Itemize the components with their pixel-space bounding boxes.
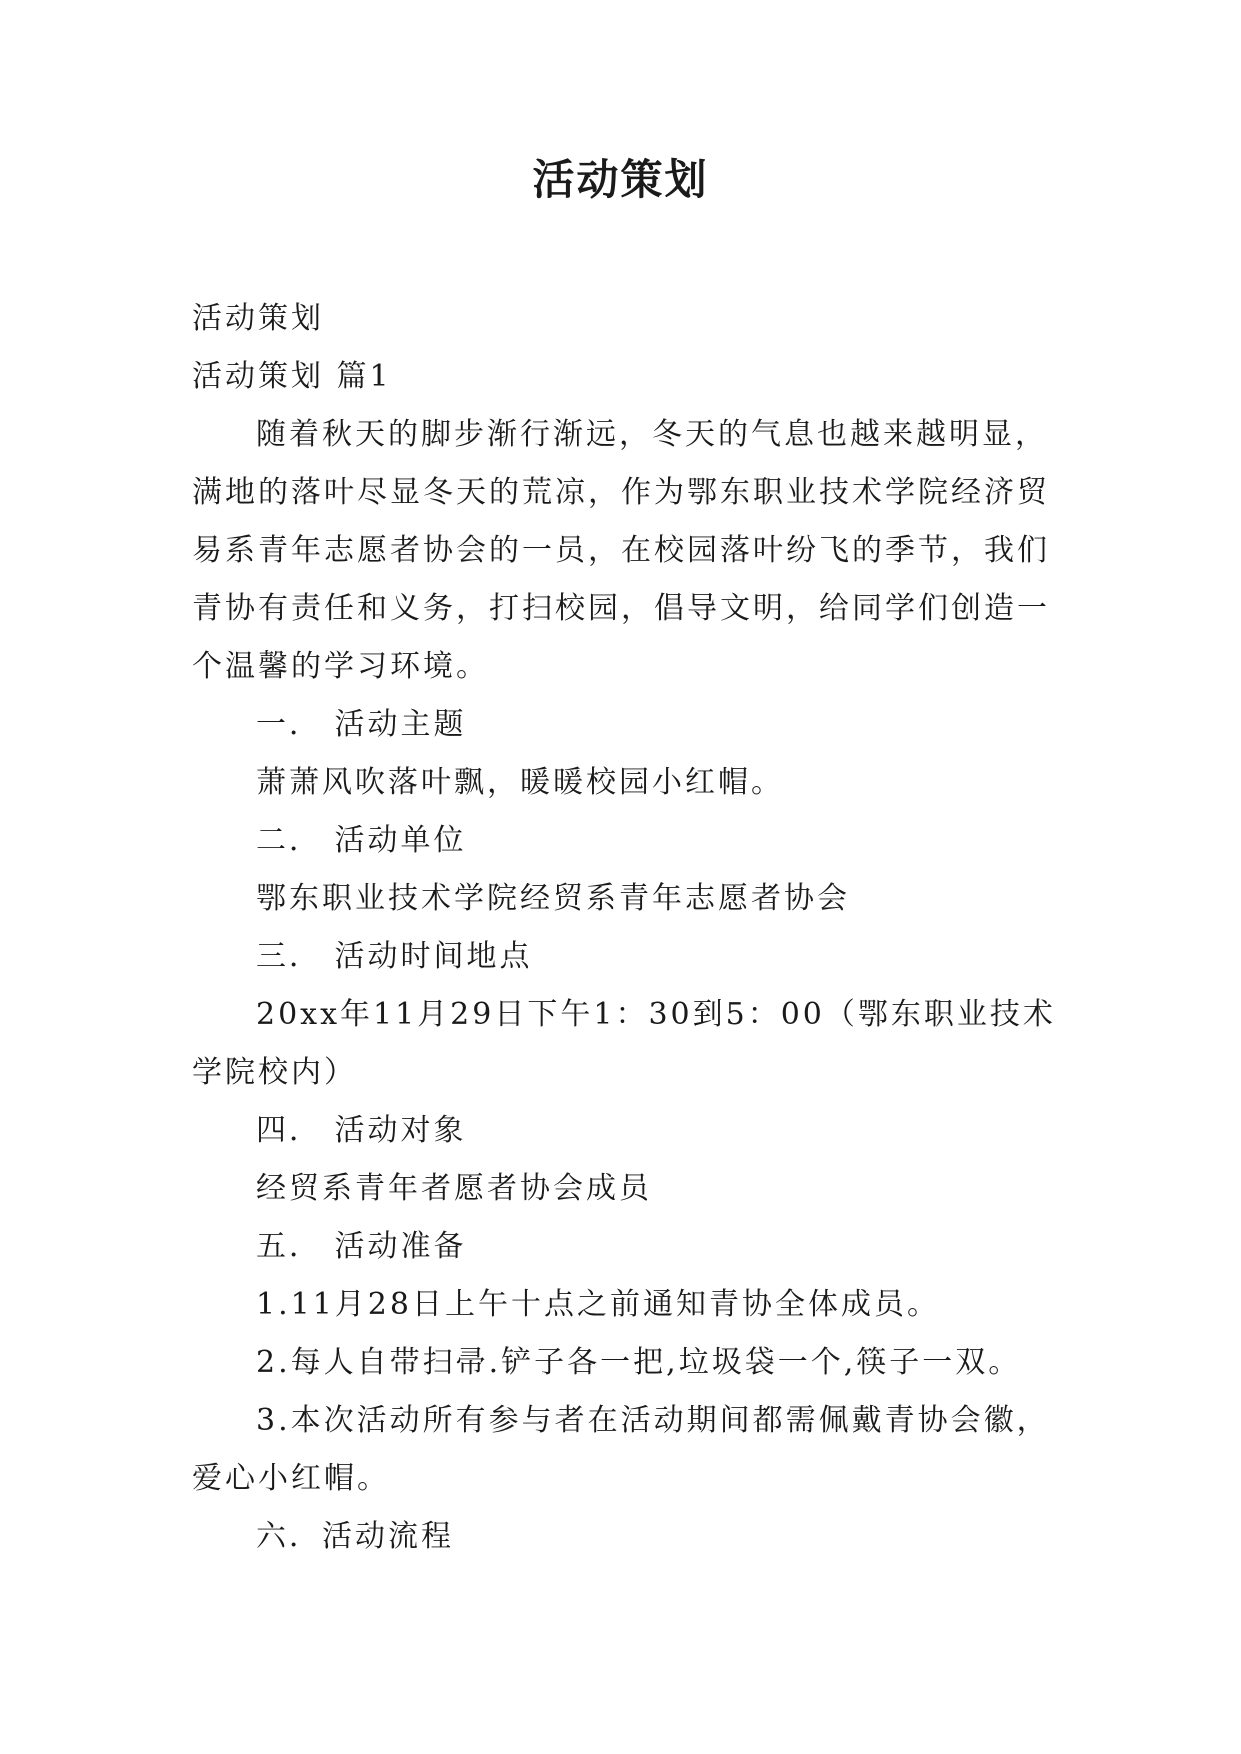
paragraph-subheading: 活动策划 篇1: [192, 359, 392, 394]
paragraph-theme: 萧萧风吹落叶飘，暖暖校园小红帽。: [256, 765, 784, 800]
paragraph-target: 经贸系青年者愿者协会成员: [256, 1171, 652, 1206]
paragraph-unit: 鄂东职业技术学院经贸系青年志愿者协会: [256, 881, 850, 916]
section-heading-unit: 二． 活动单位: [256, 823, 467, 858]
paragraph-intro: 随着秋天的脚步渐行渐远，冬天的气息也越来越明显，满地的落叶尽显冬天的荒凉，作为鄂东职业技术学院经济贸易系青年志愿者协会的一员，在校园落叶纷飞的季节，我们青协有责任和义务，打扫校园，倡导文明，给同学们创造一个温馨的学习环境。: [192, 417, 1050, 684]
list-item: 1.11月28日上午十点之前通知青协全体成员。: [256, 1287, 940, 1322]
paragraph-time-place: 20xx年11月29日下午1：30到5：00（鄂东职业技术学院校内）: [192, 997, 1056, 1090]
section-heading-time-place: 三． 活动时间地点: [256, 939, 533, 974]
list-item: 3.本次活动所有参与者在活动期间都需佩戴青协会徽，爱心小红帽。: [192, 1403, 1050, 1496]
section-heading-preparation: 五． 活动准备: [256, 1229, 467, 1264]
list-item: 2.每人自带扫帚.铲子各一把,垃圾袋一个,筷子一双。: [256, 1345, 1022, 1380]
section-heading-theme: 一． 活动主题: [256, 707, 467, 742]
document-body: [192, 290, 1072, 1566]
paragraph-heading: 活动策划: [192, 301, 324, 336]
section-heading-process: 六．活动流程: [256, 1519, 454, 1554]
section-heading-target: 四． 活动对象: [256, 1113, 467, 1148]
document-title: 活动策划: [532, 155, 709, 204]
